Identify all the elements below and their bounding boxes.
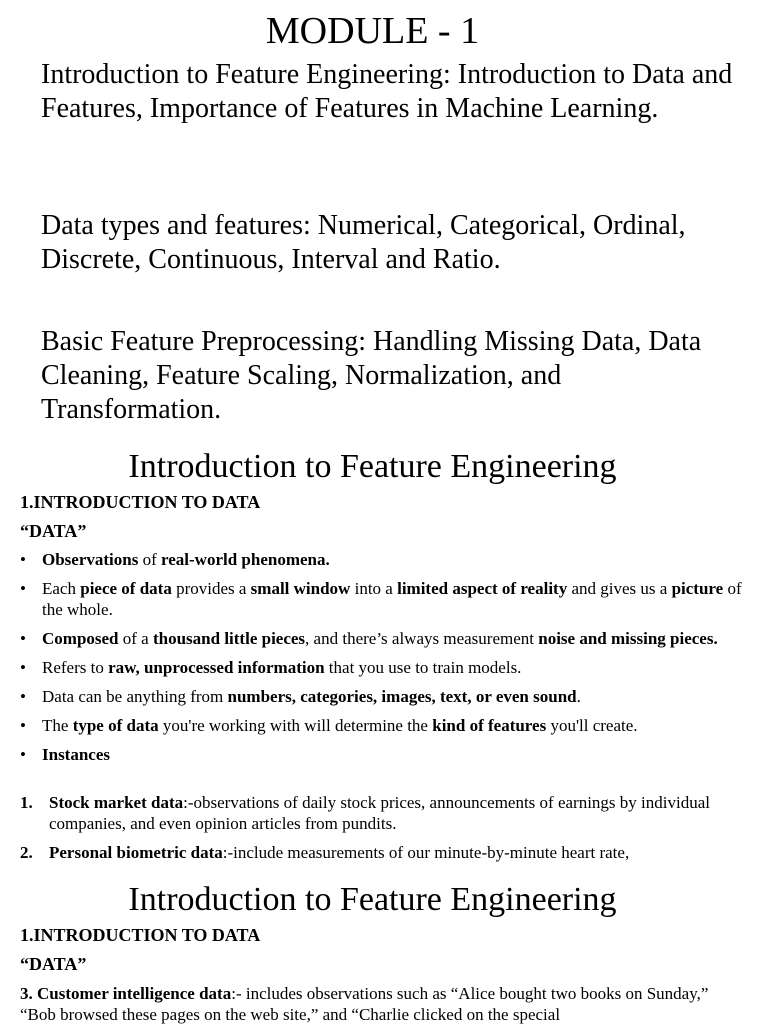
bullet-marker: • <box>20 716 26 735</box>
bold-text: 3. Customer intelligence data <box>20 984 232 1003</box>
text-run: of a <box>118 629 153 648</box>
bullet-marker: • <box>20 579 26 598</box>
module-topic-1: Introduction to Feature Engineering: Introduction to Data and Features, Importance of Features in Machine Learning. <box>41 59 733 124</box>
subsection-heading: “DATA” <box>20 521 87 541</box>
bullet-item <box>20 657 745 678</box>
bold-text: Observations <box>42 550 139 569</box>
bold-text: real-world phenomena. <box>161 550 330 569</box>
bold-text: kind of features <box>432 716 547 735</box>
section-heading: 1.INTRODUCTION TO DATA <box>20 492 261 512</box>
bold-text: limited aspect of reality <box>397 579 568 598</box>
text-run: . <box>576 687 581 706</box>
bold-text: picture <box>671 579 724 598</box>
module-topic-2: Data types and features: Numerical, Categorical, Ordinal, Discrete, Continuous, Interval and Ratio. <box>41 210 686 275</box>
text-run: :- includes observations such as “Alice bought two books on Sunday,” “Bob browsed these pages on the web site,” and “Charlie clicked on the special <box>20 984 709 1024</box>
bold-text: numbers, categories, images, text, or even sound <box>227 687 577 706</box>
section-heading-2: 1.INTRODUCTION TO DATA <box>20 925 261 945</box>
text-run: of <box>138 550 162 569</box>
bullet-item <box>20 628 745 649</box>
text-run: , and there’s always measurement <box>305 629 539 648</box>
bullet-marker: • <box>20 745 26 764</box>
bold-text: Composed <box>42 629 119 648</box>
bullet-item <box>20 578 745 620</box>
text-run: provides a <box>171 579 251 598</box>
module-topic-3: Basic Feature Preprocessing: Handling Missing Data, Data Cleaning, Feature Scaling, Normalization, and Transformation. <box>41 326 702 425</box>
bullet-marker: • <box>20 629 26 648</box>
bold-text: small window <box>250 579 351 598</box>
bold-text: Stock market data <box>49 793 184 812</box>
subsection-heading-2: “DATA” <box>20 954 87 974</box>
bold-text: type of data <box>72 716 159 735</box>
numbered-list <box>20 792 745 871</box>
text-run: The <box>42 716 73 735</box>
text-run: Data can be anything from <box>42 687 228 706</box>
numbered-item <box>20 792 745 834</box>
slide-title: Introduction to Feature Engineering <box>128 448 617 485</box>
number-marker: 2. <box>20 843 33 862</box>
bullet-item <box>20 549 745 570</box>
bullet-item <box>20 686 745 707</box>
text-run: Refers to <box>42 658 109 677</box>
bullet-marker: • <box>20 687 26 706</box>
text-run: that you use to train models. <box>324 658 522 677</box>
text-run: into a <box>350 579 398 598</box>
module-title: MODULE - 1 <box>265 10 480 52</box>
slide-title-2: Introduction to Feature Engineering <box>128 881 617 918</box>
paragraph-customer-intelligence <box>20 983 745 1025</box>
bold-text: thousand little pieces <box>152 629 306 648</box>
bold-text: Instances <box>42 745 111 764</box>
bullet-item <box>20 715 745 736</box>
number-marker: 1. <box>20 793 33 812</box>
bold-text: piece of data <box>80 579 172 598</box>
text-run: :-observations of daily stock prices, announcements of earnings by individual companies, and even opinion articles from pundits. <box>49 793 710 833</box>
text-run: :-include measurements of our minute-by-minute heart rate, <box>222 843 630 862</box>
bullet-marker: • <box>20 658 26 677</box>
numbered-item <box>20 842 745 863</box>
bold-text: raw, unprocessed information <box>108 658 325 677</box>
text-run: you're working with will determine the <box>158 716 433 735</box>
text-run: you'll create. <box>546 716 638 735</box>
text-run: Each <box>42 579 81 598</box>
bold-text: Personal biometric data <box>49 843 223 862</box>
text-run: and gives us a <box>567 579 672 598</box>
text-run: of the whole. <box>42 579 742 619</box>
bold-text: noise and missing pieces. <box>538 629 718 648</box>
bullet-item <box>20 744 745 765</box>
bullet-marker: • <box>20 550 26 569</box>
bullet-list <box>20 549 745 773</box>
